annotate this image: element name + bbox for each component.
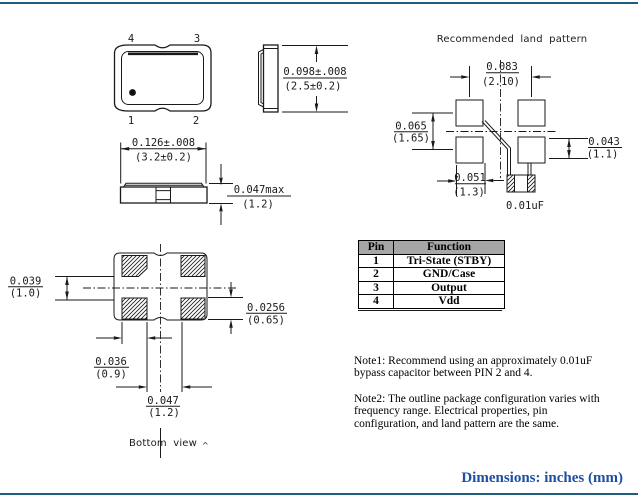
dim-pitch-y-inches: 0.065 xyxy=(395,120,427,133)
function-column-header: Function xyxy=(394,241,505,255)
dim-gap-x-inches: 0.047 xyxy=(147,395,179,407)
dim-width-mm: (3.2±0.2) xyxy=(135,151,192,164)
note-line: bypass capacitor between PIN 2 and 4. xyxy=(354,367,533,380)
table-underline xyxy=(358,310,502,311)
caret-mark: ^ xyxy=(202,441,209,450)
note-line: Note2: The outline package configuration varies with xyxy=(354,392,600,405)
pin-number: 2 xyxy=(359,268,394,282)
land-pad-4 xyxy=(456,100,483,126)
bottom-pad-3 xyxy=(181,256,205,277)
dim-pad-width-mm: (1.3) xyxy=(453,186,485,199)
dim-bpad-height-inches: 0.0256 xyxy=(247,302,285,314)
bottom-view xyxy=(8,244,287,458)
dim-bpad-width-inches: 0.036 xyxy=(95,356,127,368)
table-row xyxy=(359,281,505,295)
dim-pitch-x-inches: 0.083 xyxy=(486,61,518,73)
dim-bpad-width-mm: (0.9) xyxy=(95,368,127,381)
dim-land-pad-width xyxy=(437,163,504,199)
dim-land-pitch-y xyxy=(392,113,453,150)
side-body xyxy=(264,45,279,112)
note-2 xyxy=(354,393,634,430)
dim-thickness-inches: 0.047max xyxy=(233,184,285,196)
dim-gap-x-mm: (1.2) xyxy=(148,407,180,419)
bottom-pad-2 xyxy=(181,298,205,319)
dim-pad-width-inches: 0.051 xyxy=(454,172,486,184)
pin2-label: 2 xyxy=(192,115,200,127)
pin-function: Output xyxy=(394,281,505,295)
note-line: frequency range. Electrical properties, pin xyxy=(354,405,548,418)
dim-pitch-y-mm: (1.65) xyxy=(392,132,430,145)
dim-pad-height-inches: 0.043 xyxy=(588,136,620,148)
top-view xyxy=(115,33,212,127)
dim-thickness-mm: (1.2) xyxy=(242,198,274,211)
table-row xyxy=(359,254,505,268)
pin-function: Vdd xyxy=(394,295,505,309)
bottom-accent-rule xyxy=(0,493,638,495)
capacitor-trace-right xyxy=(528,163,531,175)
side-view xyxy=(259,45,349,112)
note-1 xyxy=(354,355,634,380)
pin3-label: 3 xyxy=(193,33,201,45)
pin4-label: 4 xyxy=(127,33,135,45)
dim-gap-y-inches: 0.039 xyxy=(9,275,42,288)
pin1-dot xyxy=(129,89,136,96)
front-center-pad xyxy=(156,187,171,203)
dim-height-inches: 0.098±.008 xyxy=(283,66,347,78)
notes-block xyxy=(354,355,634,430)
dim-pitch-x-mm: (2.10) xyxy=(482,76,520,88)
land-pad-1 xyxy=(456,137,483,163)
bottom-pad-1 xyxy=(122,298,147,319)
dim-bottom-pad-height xyxy=(208,282,287,334)
bottom-view-label: Bottom view xyxy=(128,438,198,449)
pin-column-header: Pin xyxy=(359,241,394,255)
dim-gap-y-mm: (1.0) xyxy=(9,287,42,300)
bypass-capacitor xyxy=(507,175,535,192)
table-header-row xyxy=(359,241,505,255)
note-line: configuration, and land pattern are the same. xyxy=(354,417,560,430)
capacitor-label: 0.01uF xyxy=(506,200,544,212)
pin-number: 1 xyxy=(359,254,394,268)
land-pad-2 xyxy=(518,137,545,163)
pin-function: GND/Case xyxy=(394,268,505,282)
table-row xyxy=(359,295,505,309)
dimensions-units-label: Dimensions: inches (mm) xyxy=(461,470,623,486)
dim-width-inches: 0.126±.008 xyxy=(131,137,196,149)
dim-pad-height-mm: (1.1) xyxy=(586,148,619,161)
pin-number: 4 xyxy=(359,295,394,309)
capacitor-trace-left xyxy=(482,121,511,176)
dim-bpad-height-mm: (0.65) xyxy=(247,314,285,327)
dim-thickness xyxy=(209,164,291,225)
land-pattern-title: Recommended land pattern xyxy=(436,34,588,45)
table-row xyxy=(359,268,505,282)
bottom-pad-4 xyxy=(122,256,147,277)
note-line: Note1: Recommend using an approximately 0.01uF xyxy=(354,355,593,367)
dim-body-width xyxy=(121,137,206,184)
land-pad-3 xyxy=(518,100,545,126)
pin-number: 3 xyxy=(359,281,394,295)
dim-land-pad-height xyxy=(549,136,622,161)
dim-bottom-gap-x xyxy=(116,322,212,419)
dim-height xyxy=(282,46,348,113)
land-pattern xyxy=(392,34,622,212)
front-view xyxy=(121,137,292,225)
front-body xyxy=(121,187,208,203)
package-lid-outline xyxy=(122,52,204,105)
pin1-label: 1 xyxy=(127,115,135,127)
dim-height-mm: (2.5±0.2) xyxy=(284,80,342,93)
pin-function-table xyxy=(358,240,505,309)
pin-function: Tri-State (STBY) xyxy=(394,254,505,268)
